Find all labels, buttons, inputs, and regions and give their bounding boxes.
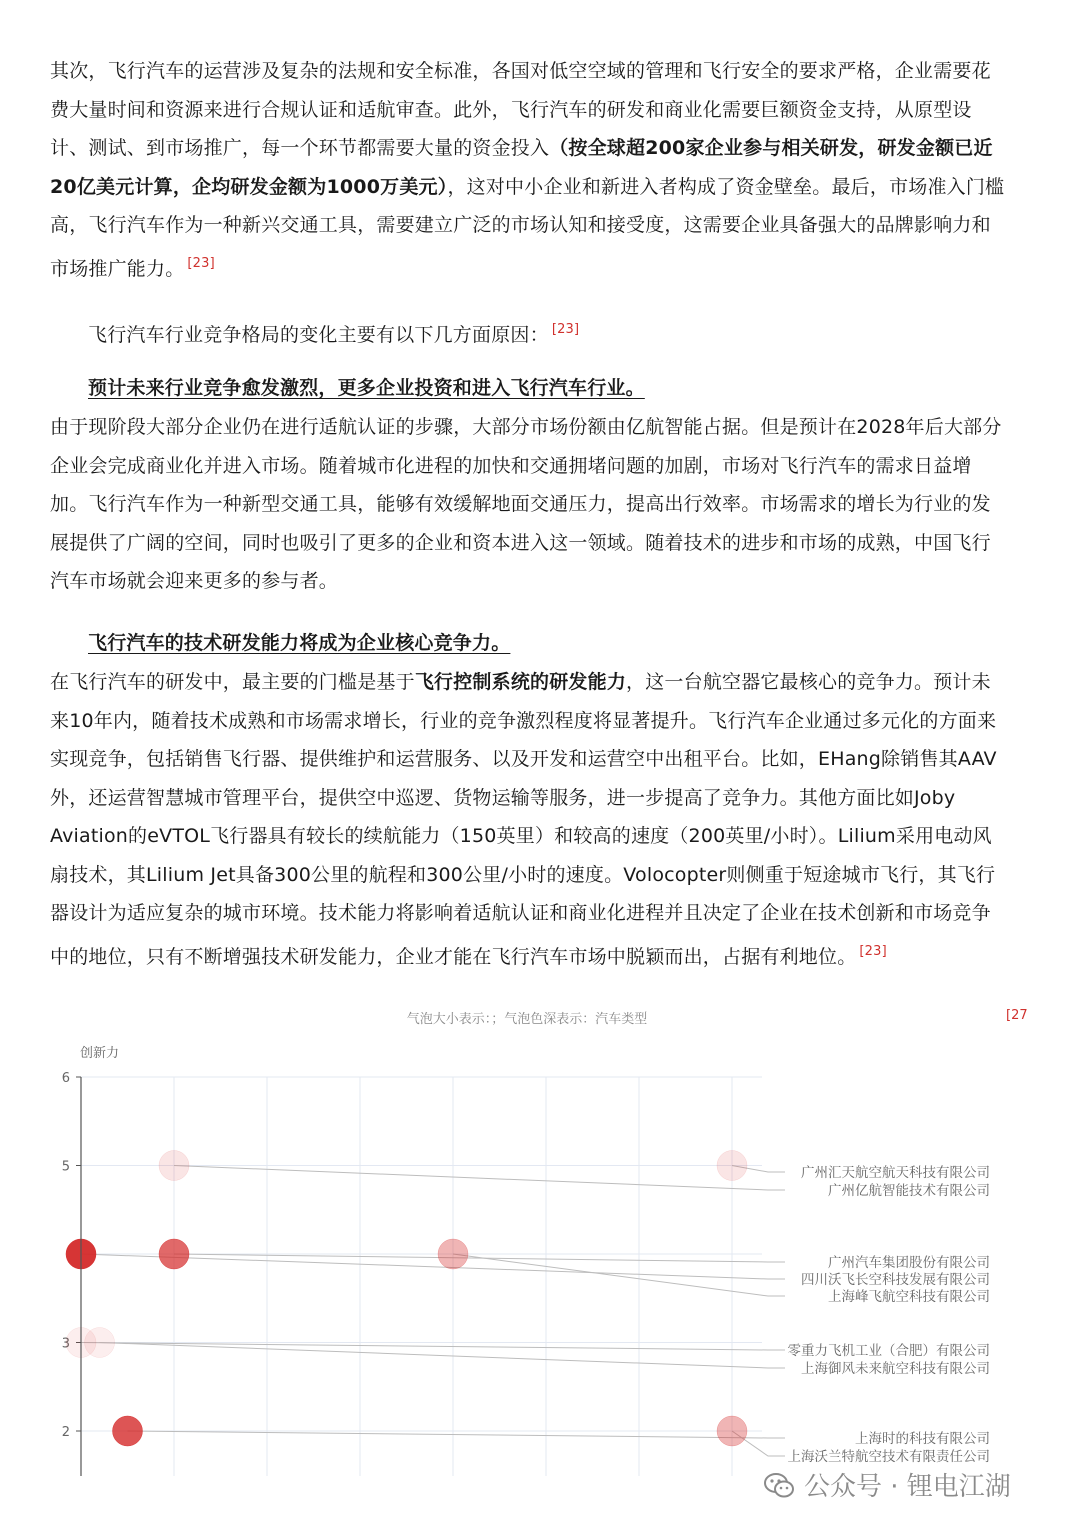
wechat-icon	[762, 1468, 796, 1502]
bubble-chart	[0, 1000, 1080, 1528]
bubble-point	[159, 1239, 189, 1269]
company-label: 上海时的科技有限公司	[855, 1431, 990, 1447]
heading-technology: 飞行汽车的技术研发能力将成为企业核心竞争力。	[88, 632, 511, 654]
company-label: 上海沃兰特航空技术有限责任公司	[787, 1449, 990, 1465]
paragraph-market-entry: 由于现阶段大部分企业仍在进行适航认证的步骤，大部分市场份额由亿航智能占据。但是预计在2028年后大部分企业会完成商业化并进入市场。随着城市化进程的加快和交通拥堵问题的加剧，市场对飞行汽车的需求日益增加。飞行汽车作为一种新型交通工具，能够有效缓解地面交通压力，提高出行效率。市场需求的增长为行业的发展提供了广阔的空间，同时也吸引了更多的企业和资本进入这一领域。随着技术的进步和市场的成熟，中国飞行汽车市场就会迎来更多的参与者。	[50, 416, 1002, 592]
bubble-point	[113, 1416, 143, 1446]
citation-ref[interactable]: [23]	[859, 943, 887, 959]
company-labels	[788, 1164, 991, 1465]
company-label: 广州汇天航空航天科技有限公司	[801, 1165, 990, 1181]
y-tick-label: 2	[61, 1425, 70, 1440]
label-leader-lines	[81, 1166, 785, 1457]
company-label: 广州汽车集团股份有限公司	[828, 1255, 990, 1271]
y-tick-label: 3	[61, 1336, 70, 1352]
company-label: 上海峰飞航空科技有限公司	[828, 1289, 990, 1305]
watermark	[762, 1466, 1011, 1503]
bubble-series	[66, 1151, 747, 1447]
bold-flight-control: 飞行控制系统的研发能力	[414, 671, 627, 693]
heading-competition: 预计未来行业竞争愈发激烈，更多企业投资和进入飞行汽车行业。	[88, 377, 645, 399]
company-label: 上海御风未来航空科技有限公司	[801, 1361, 990, 1377]
company-label: 四川沃飞长空科技发展有限公司	[801, 1272, 990, 1288]
chart-title: 气泡大小表示：；气泡色深表示：汽车类型	[406, 1012, 648, 1027]
paragraph-intro-reasons: 飞行汽车行业竞争格局的变化主要有以下几方面原因： [23]	[88, 322, 580, 346]
bubble-point	[85, 1328, 115, 1358]
chart-grid	[81, 1077, 762, 1476]
company-label: 广州亿航智能技术有限公司	[828, 1183, 990, 1199]
leader-line	[174, 1166, 785, 1191]
company-label: 零重力飞机工业（合肥）有限公司	[787, 1343, 990, 1359]
bubble-point	[717, 1151, 747, 1181]
citation-ref[interactable]: [23]	[551, 322, 580, 337]
chart-source-ref[interactable]: [27	[1006, 1008, 1028, 1023]
paragraph-technology: 在飞行汽车的研发中，最主要的门槛是基于飞行控制系统的研发能力，这一台航空器它最核心的竞争力。预计未来10年内，随着技术成熟和市场需求增长，行业的竞争激烈程度将显著提升。飞行汽车企业通过多元化的方面来实现竞争，包括销售飞行器、提供维护和运营服务、以及开发和运营空中出租平台。比如，EHang除销售其AAV外，还运营智慧城市管理平台，提供空中巡逻、货物运输等服务，进一步提高了竞争力。其他方面比如Joby Aviation的eVTOL飞行器具有较长的续航能力（150英里）和较高的速度（200英里/小时）。Lilium采用电动风扇技术，其Lilium Jet具备300公里的航程和300公里/小时的速度。Volocopter则侧重于短途城市飞行，其飞行器设计为适应复杂的城市环境。技术能力将影响着适航认证和商业化进程并且决定了企业在技术创新和市场竞争中的地位，只有不断增强技术研发能力，企业才能在飞行汽车市场中脱颖而出，占据有利地位。 [23]	[50, 671, 997, 968]
y-axis-label: 创新力	[80, 1046, 120, 1061]
watermark-text: 公众号 · 锂电江湖	[804, 1472, 1011, 1502]
bold-funding-note: （按全球超200家企业参与相关研发，研发金额已近20亿美元计算，企均研发金额为1000万美元）	[50, 137, 993, 198]
bubble-point	[438, 1239, 468, 1269]
leader-line	[128, 1431, 786, 1438]
bubble-point	[717, 1416, 747, 1446]
citation-ref[interactable]: [23]	[187, 255, 215, 271]
paragraph-regulation-funding: 其次，飞行汽车的运营涉及复杂的法规和安全标准，各国对低空空域的管理和飞行安全的要求严格，企业需要花费大量时间和资源来进行合规认证和适航审查。此外，飞行汽车的研发和商业化需要巨额资金支持，从原型设计、测试、到市场推广，每一个环节都需要大量的资金投入（按全球超200家企业参与相关研发，研发金额已近20亿美元计算，企均研发金额为1000万美元），这对中小企业和新进入者构成了资金壁垒。最后，市场准入门槛高，飞行汽车作为一种新兴交通工具，需要建立广泛的市场认知和接受度，这需要企业具备强大的品牌影响力和市场推广能力。 [23]	[50, 60, 1005, 280]
bubble-point	[159, 1151, 189, 1181]
y-tick-label: 6	[61, 1071, 70, 1086]
y-tick-label: 5	[61, 1159, 70, 1175]
